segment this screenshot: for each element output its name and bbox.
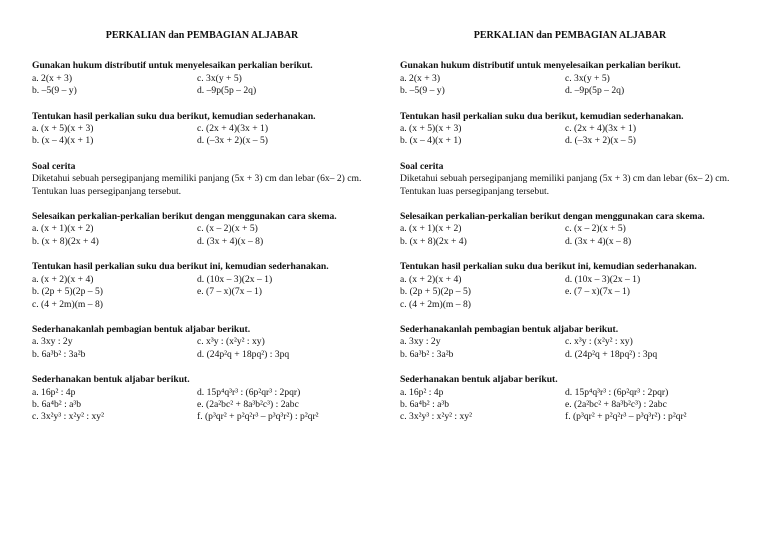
problem-grid bbox=[32, 336, 372, 361]
problem-item: d. (–3x + 2)(x – 5) bbox=[565, 135, 636, 147]
problem-item: c. 3x(y + 5) bbox=[565, 72, 610, 84]
problem-item: b. 6a⁴b² : a³b bbox=[400, 398, 450, 410]
problem-item: d. (10x – 3)(2x – 1) bbox=[197, 273, 273, 285]
problem-item bbox=[197, 299, 372, 311]
problem-item: c. (2x + 4)(3x + 1) bbox=[197, 123, 269, 135]
section-heading: Tentukan hasil perkalian suku dua berikut ini, kemudian sederhanakan. bbox=[400, 261, 697, 273]
section-heading: Tentukan hasil perkalian suku dua berikut, kemudian sederhanakan. bbox=[32, 110, 316, 122]
section-division bbox=[32, 324, 372, 361]
section-heading: Soal cerita bbox=[400, 160, 444, 172]
problem-item: e. (2a²bc² + 8a³b²c³) : 2abc bbox=[565, 398, 667, 410]
section-binomial-2 bbox=[32, 261, 372, 311]
problem-item: a. 3xy : 2y bbox=[32, 336, 73, 348]
section-division bbox=[400, 324, 740, 361]
problem-grid bbox=[400, 123, 740, 148]
worksheet-title: PERKALIAN dan PEMBAGIAN ALJABAR bbox=[473, 30, 667, 41]
problem-item: a. (x + 1)(x + 2) bbox=[32, 223, 94, 235]
problem-item: a. (x + 2)(x + 4) bbox=[400, 273, 462, 285]
word-problem-text: Diketahui sebuah persegipanjang memiliki panjang (5x + 3) cm dan lebar (6x– 2) cm. Tentukan luas persegipanjang tersebut. bbox=[32, 173, 362, 197]
problem-grid bbox=[32, 274, 372, 311]
problem-item: d. 15p⁴q³r³ : (6p²qr³ : 2pqr) bbox=[197, 386, 301, 398]
problem-item: c. x³y : (x²y² : xy) bbox=[197, 336, 265, 348]
problem-item: e. (7 – x)(7x – 1) bbox=[197, 286, 263, 298]
section-binomial bbox=[32, 111, 372, 148]
section-binomial-2 bbox=[400, 261, 740, 311]
problem-item bbox=[565, 299, 740, 311]
problem-item: d. (–3x + 2)(x – 5) bbox=[197, 135, 268, 147]
section-heading: Selesaikan perkalian-perkalian berikut dengan menggunakan cara skema. bbox=[32, 211, 337, 223]
problem-grid bbox=[400, 274, 740, 311]
problem-item: c. 3x(y + 5) bbox=[197, 72, 242, 84]
section-heading: Sederhanakan bentuk aljabar berikut. bbox=[32, 374, 190, 386]
problem-item: c. (4 + 2m)(m – 8) bbox=[400, 298, 471, 310]
problem-grid bbox=[400, 387, 740, 424]
problem-item: c. (x – 2)(x + 5) bbox=[565, 223, 626, 235]
problem-item: c. (4 + 2m)(m – 8) bbox=[32, 298, 103, 310]
problem-item: c. (2x + 4)(3x + 1) bbox=[565, 123, 637, 135]
worksheet-title: PERKALIAN dan PEMBAGIAN ALJABAR bbox=[105, 30, 299, 41]
section-scheme bbox=[400, 211, 740, 248]
problem-item: a. (x + 5)(x + 3) bbox=[400, 123, 462, 135]
problem-grid bbox=[32, 387, 372, 424]
section-scheme bbox=[32, 211, 372, 248]
problem-item: d. (3x + 4)(x – 8) bbox=[197, 235, 264, 247]
section-heading: Soal cerita bbox=[32, 160, 76, 172]
section-simplify bbox=[32, 374, 372, 424]
section-heading: Sederhanakanlah pembagian bentuk aljabar berikut. bbox=[400, 323, 619, 335]
section-word-problem bbox=[32, 161, 372, 198]
section-binomial bbox=[400, 111, 740, 148]
problem-grid bbox=[32, 123, 372, 148]
problem-item: c. 3x²y³ : x²y² : xy² bbox=[400, 411, 472, 423]
problem-item: b. (x – 4)(x + 1) bbox=[400, 135, 462, 147]
problem-item: b. 6a⁴b² : a³b bbox=[32, 398, 82, 410]
problem-grid bbox=[400, 73, 740, 98]
problem-item: c. (x – 2)(x + 5) bbox=[197, 223, 258, 235]
section-heading: Sederhanakanlah pembagian bentuk aljabar berikut. bbox=[32, 323, 251, 335]
problem-item: b. (2p + 5)(2p – 5) bbox=[400, 286, 471, 298]
section-heading: Gunakan hukum distributif untuk menyelesaikan perkalian berikut. bbox=[400, 60, 681, 72]
section-heading: Gunakan hukum distributif untuk menyelesaikan perkalian berikut. bbox=[32, 60, 313, 72]
problem-item: a. 2(x + 3) bbox=[400, 72, 441, 84]
problem-item: b. (x – 4)(x + 1) bbox=[32, 135, 94, 147]
section-distributive bbox=[400, 60, 740, 97]
word-problem-text: Diketahui sebuah persegipanjang memiliki panjang (5x + 3) cm dan lebar (6x– 2) cm. Tentukan luas persegipanjang tersebut. bbox=[400, 173, 730, 197]
problem-grid bbox=[400, 223, 740, 248]
problem-item: b. (2p + 5)(2p – 5) bbox=[32, 286, 103, 298]
problem-item: e. (2a²bc² + 8a³b²c³) : 2abc bbox=[197, 398, 299, 410]
problem-item: b. (x + 8)(2x + 4) bbox=[400, 235, 467, 247]
section-simplify bbox=[400, 374, 740, 424]
problem-item: d. (24p²q + 18pq²) : 3pq bbox=[197, 348, 290, 360]
section-heading: Sederhanakan bentuk aljabar berikut. bbox=[400, 374, 558, 386]
problem-item: c. x³y : (x²y² : xy) bbox=[565, 336, 633, 348]
problem-item: c. 3x²y³ : x²y² : xy² bbox=[32, 411, 104, 423]
problem-item: a. (x + 5)(x + 3) bbox=[32, 123, 94, 135]
section-heading: Selesaikan perkalian-perkalian berikut dengan menggunakan cara skema. bbox=[400, 211, 705, 223]
problem-item: a. 16p² : 4p bbox=[400, 386, 444, 398]
problem-grid bbox=[400, 336, 740, 361]
section-distributive bbox=[32, 60, 372, 97]
problem-item: d. –9p(5p – 2q) bbox=[197, 85, 257, 97]
problem-item: d. –9p(5p – 2q) bbox=[565, 85, 625, 97]
problem-item: b. –5(9 – y) bbox=[32, 85, 77, 97]
problem-item: d. (24p²q + 18pq²) : 3pq bbox=[565, 348, 658, 360]
problem-item: d. 15p⁴q³r³ : (6p²qr³ : 2pqr) bbox=[565, 386, 669, 398]
problem-item: a. 16p² : 4p bbox=[32, 386, 76, 398]
problem-item: f. (p³qr² + p²q²r³ – p³q³r²) : p²qr² bbox=[565, 411, 687, 423]
problem-item: a. (x + 2)(x + 4) bbox=[32, 273, 94, 285]
problem-item: d. (10x – 3)(2x – 1) bbox=[565, 273, 641, 285]
problem-item: b. (x + 8)(2x + 4) bbox=[32, 235, 99, 247]
problem-item: a. 3xy : 2y bbox=[400, 336, 441, 348]
problem-grid bbox=[32, 73, 372, 98]
problem-grid bbox=[32, 223, 372, 248]
problem-item: b. 6a³b² : 3a²b bbox=[32, 348, 86, 360]
worksheet-left bbox=[32, 30, 372, 437]
problem-item: d. (3x + 4)(x – 8) bbox=[565, 235, 632, 247]
problem-item: b. –5(9 – y) bbox=[400, 85, 445, 97]
section-heading: Tentukan hasil perkalian suku dua berikut, kemudian sederhanakan. bbox=[400, 110, 684, 122]
problem-item: e. (7 – x)(7x – 1) bbox=[565, 286, 631, 298]
problem-item: b. 6a³b² : 3a²b bbox=[400, 348, 454, 360]
problem-item: a. 2(x + 3) bbox=[32, 72, 73, 84]
problem-item: f. (p³qr² + p²q²r³ – p³q³r²) : p²qr² bbox=[197, 411, 319, 423]
section-heading: Tentukan hasil perkalian suku dua berikut ini, kemudian sederhanakan. bbox=[32, 261, 329, 273]
worksheet-right bbox=[400, 30, 740, 437]
section-word-problem bbox=[400, 161, 740, 198]
problem-item: a. (x + 1)(x + 2) bbox=[400, 223, 462, 235]
